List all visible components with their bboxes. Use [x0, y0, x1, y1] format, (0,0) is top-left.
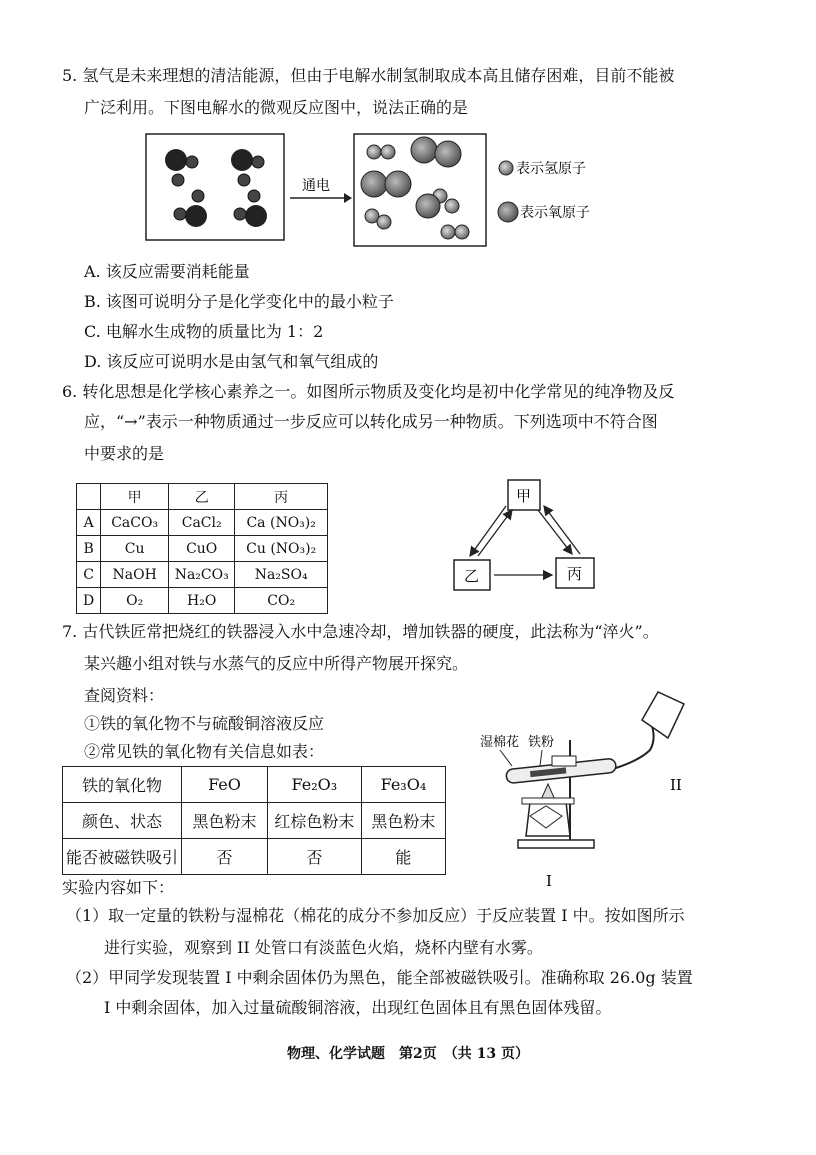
electrolysis-arrow-label: 通电: [302, 178, 330, 194]
table-row: [77, 562, 328, 588]
arrow-yi-to-jia: [478, 510, 512, 556]
table-header: Fe₂O₃: [267, 767, 361, 803]
q6-text-line2: 应，“→”表示一种物质通过一步反应可以转化成另一种物质。下列选项中不符合图: [84, 412, 658, 431]
legend-oxygen: 表示氧原子: [520, 205, 590, 221]
table-header: FeO: [182, 767, 268, 803]
oxygen-atom-legend-icon: [498, 202, 518, 222]
beaker: [642, 692, 684, 738]
table-cell: Ca (NO₃)₂: [235, 510, 328, 536]
q7-ref-title: 查阅资料：: [84, 686, 165, 705]
table-header: 甲: [101, 484, 169, 510]
table-cell: Cu: [101, 536, 169, 562]
q7-step1-line1: （1）取一定量的铁粉与湿棉花（棉花的成分不参加反应）于反应装置 I 中。按如图所示: [66, 906, 685, 925]
table-cell: NaOH: [101, 562, 169, 588]
legend-hydrogen: 表示氢原子: [516, 161, 586, 177]
table-cell: CaCl₂: [169, 510, 235, 536]
hydrogen-atom-legend-icon: [499, 161, 513, 175]
iron-oxide-table: [62, 766, 446, 875]
node-yi: 乙: [464, 567, 480, 585]
table-row: [63, 767, 446, 803]
arrow-jia-to-bing: [538, 510, 572, 554]
table-cell: Cu (NO₃)₂: [235, 536, 328, 562]
q7-step1-line2: 进行实验，观察到 II 处管口有淡蓝色火焰，烧杯内壁有水雾。: [104, 938, 543, 957]
q5-text-line2: 广泛利用。下图电解水的微观反应图中，说法正确的是: [84, 98, 469, 117]
label-iron-powder: 铁粉: [528, 735, 555, 750]
q5-option-a: A. 该反应需要消耗能量: [84, 262, 250, 281]
q5-option-d: D. 该反应可说明水是由氢气和氧气组成的: [84, 352, 379, 371]
q6-text-line3: 中要求的是: [84, 444, 165, 463]
label-I: I: [546, 872, 552, 890]
table-cell: Na₂SO₄: [235, 562, 328, 588]
conversion-diagram: [446, 476, 606, 596]
q5-option-b: B. 该图可说明分子是化学变化中的最小粒子: [84, 292, 394, 311]
table-cell: 否: [267, 839, 361, 875]
table-cell: C: [77, 562, 101, 588]
q6-options-table: [76, 483, 328, 614]
table-row: [63, 839, 446, 875]
table-header: 乙: [169, 484, 235, 510]
node-jia: 甲: [516, 487, 532, 505]
q7-ref-1: ①铁的氧化物不与硫酸铜溶液反应: [84, 714, 325, 733]
table-header: 铁的氧化物: [63, 767, 182, 803]
label-wet-cotton: 湿棉花: [480, 735, 520, 750]
table-cell: 能否被磁铁吸引: [63, 839, 182, 875]
table-cell: 黑色粉末: [361, 803, 445, 839]
q7-text-line1: 7. 古代铁匠常把烧红的铁器浸入水中急速冷却，增加铁器的硬度，此法称为“淬火”。: [62, 622, 659, 641]
q7-content-title: 实验内容如下：: [62, 878, 175, 897]
delivery-tube: [616, 726, 654, 768]
q6-text-line1: 6. 转化思想是化学核心素养之一。如图所示物质及变化均是初中化学常见的纯净物及反: [62, 382, 675, 401]
apparatus-diagram: [470, 690, 710, 890]
table-row: [77, 536, 328, 562]
q7-ref-2: ②常见铁的氧化物有关信息如表：: [84, 742, 325, 761]
table-cell: H₂O: [169, 588, 235, 614]
table-cell: 颜色、状态: [63, 803, 182, 839]
arrow-jia-to-yi: [470, 506, 506, 556]
table-cell: O₂: [101, 588, 169, 614]
table-header: [77, 484, 101, 510]
page-footer: 物理、化学试题 第2页 （共 13 页）: [287, 1046, 529, 1062]
node-bing: 丙: [567, 565, 583, 583]
table-header: Fe₃O₄: [361, 767, 445, 803]
table-row: [77, 510, 328, 536]
table-cell: CO₂: [235, 588, 328, 614]
label-II: II: [670, 776, 682, 794]
table-cell: CaCO₃: [101, 510, 169, 536]
stand-base: [518, 840, 594, 848]
table-header: 丙: [235, 484, 328, 510]
electrolysis-diagram: [140, 128, 610, 248]
table-row: [77, 588, 328, 614]
table-cell: CuO: [169, 536, 235, 562]
q5-text-line1: 5. 氢气是未来理想的清洁能源，但由于电解水制氢制取成本高且储存困难，目前不能被: [62, 66, 675, 85]
q7-text-line2: 某兴趣小组对铁与水蒸气的反应中所得产物展开探究。: [84, 654, 469, 673]
q7-step2-line2: I 中剩余固体，加入过量硫酸铜溶液，出现红色固体且有黑色固体残留。: [104, 998, 612, 1017]
q7-step2-line1: （2）甲同学发现装置 I 中剩余固体仍为黑色，能全部被磁铁吸引。准确称取 26.0g 装置: [66, 968, 693, 987]
table-cell: 红棕色粉末: [267, 803, 361, 839]
table-cell: 黑色粉末: [182, 803, 268, 839]
q5-option-c: C. 电解水生成物的质量比为 1：2: [84, 322, 324, 341]
table-cell: D: [77, 588, 101, 614]
table-cell: B: [77, 536, 101, 562]
oxygen-molecule: [416, 194, 440, 218]
table-cell: 否: [182, 839, 268, 875]
table-cell: A: [77, 510, 101, 536]
table-cell: Na₂CO₃: [169, 562, 235, 588]
table-row: [63, 803, 446, 839]
table-cell: 能: [361, 839, 445, 875]
arrow-bing-to-jia: [544, 506, 580, 554]
